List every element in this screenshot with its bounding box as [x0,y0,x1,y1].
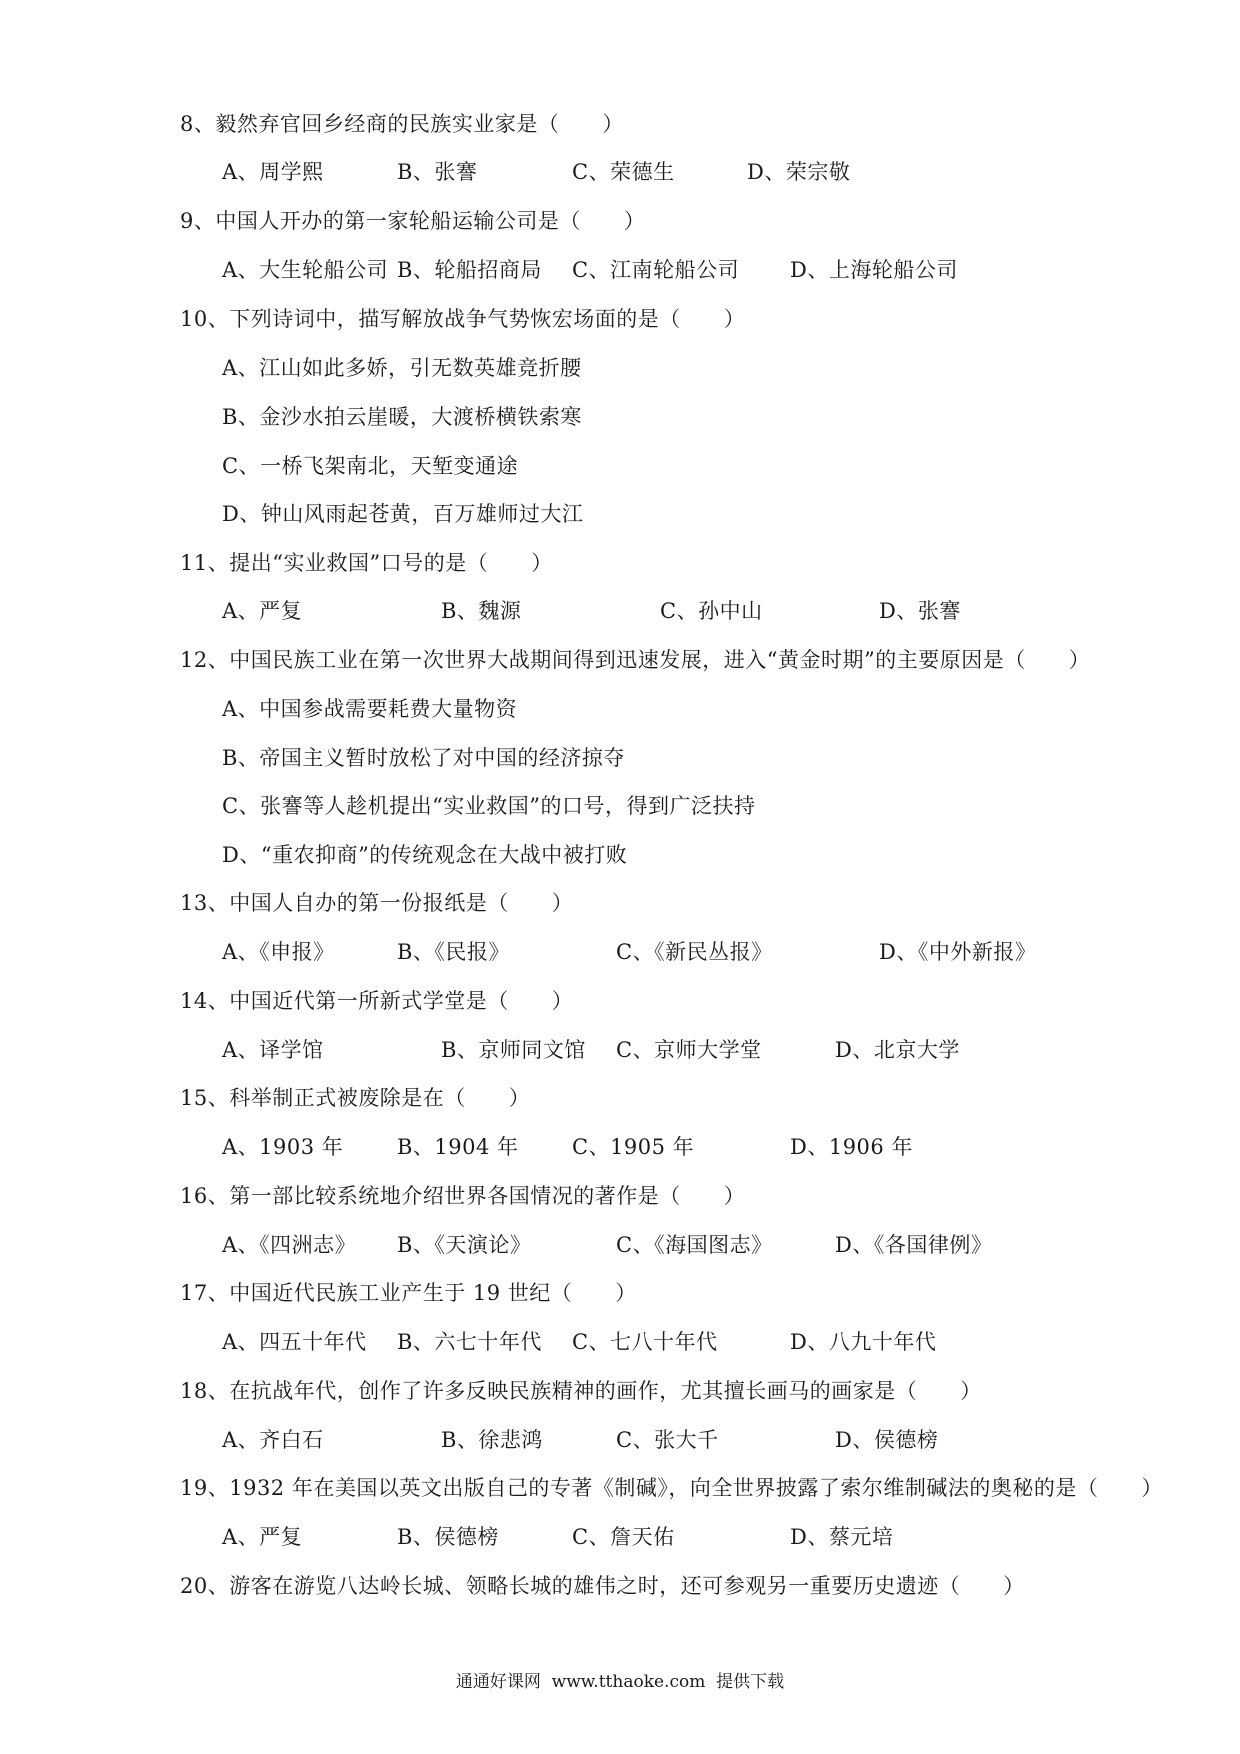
question-9-option-b: B、轮船招商局 [397,258,542,282]
question-12-option-d: D、“重农抑商”的传统观念在大战中被打败 [222,843,628,867]
question-19-option-a: A、严复 [222,1525,303,1549]
question-8-option-b: B、张謇 [397,160,478,184]
question-8-option-c: C、荣德生 [572,160,675,184]
question-13-option-c: C、《新民丛报》 [616,940,773,964]
question-17-option-a: A、四五十年代 [222,1330,367,1354]
question-11-option-d: D、张謇 [879,599,961,623]
question-18-stem: 18、在抗战年代，创作了许多反映民族精神的画作，尤其擅长画马的画家是（ ） [180,1379,982,1403]
question-12-option-c: C、张謇等人趁机提出“实业救国”的口号，得到广泛扶持 [222,794,756,818]
question-15-option-d: D、1906 年 [790,1135,913,1159]
question-20-stem: 20、游客在游览八达岭长城、领略长城的雄伟之时，还可参观另一重要历史遗迹（ ） [180,1574,1025,1598]
question-16-option-a: A、《四洲志》 [222,1233,357,1257]
question-19-option-d: D、蔡元培 [790,1525,894,1549]
question-18-option-c: C、张大千 [616,1428,719,1452]
question-11-option-c: C、孙中山 [660,599,763,623]
question-16-option-d: D、《各国律例》 [835,1233,993,1257]
question-8-option-d: D、荣宗敬 [747,160,851,184]
question-11-option-a: A、严复 [222,599,303,623]
question-12-stem: 12、中国民族工业在第一次世界大战期间得到迅速发展，进入“黄金时期”的主要原因是（ ） [180,648,1091,672]
question-15-stem: 15、科举制正式被废除是在（ ） [180,1086,531,1110]
question-19-option-b: B、侯德榜 [397,1525,499,1549]
question-13-option-d: D、《中外新报》 [879,940,1037,964]
question-8-option-a: A、周学熙 [222,160,324,184]
question-11-stem: 11、提出“实业救国”口号的是（ ） [180,551,553,575]
question-11-option-b: B、魏源 [441,599,522,623]
question-10-option-c: C、一桥飞架南北，天堑变通途 [222,454,519,478]
question-9-option-d: D、上海轮船公司 [790,258,958,282]
question-13-option-a: A、《申报》 [222,940,335,964]
question-14-option-b: B、京师同文馆 [441,1038,586,1062]
question-14-option-a: A、译学馆 [222,1038,324,1062]
question-10-option-a: A、江山如此多娇，引无数英雄竞折腰 [222,356,582,380]
question-14-stem: 14、中国近代第一所新式学堂是（ ） [180,989,574,1013]
question-18-option-d: D、侯德榜 [835,1428,939,1452]
question-17-option-d: D、八九十年代 [790,1330,937,1354]
question-18-option-b: B、徐悲鸿 [441,1428,543,1452]
question-19-stem: 19、1932 年在美国以英文出版自己的专著《制碱》，向全世界披露了索尔维制碱法的奥秘的是（ ） [180,1476,1163,1500]
question-12-option-a: A、中国参战需要耗费大量物资 [222,697,518,721]
question-15-option-c: C、1905 年 [572,1135,695,1159]
question-9-option-c: C、江南轮船公司 [572,258,740,282]
question-17-option-c: C、七八十年代 [572,1330,718,1354]
question-13-stem: 13、中国人自办的第一份报纸是（ ） [180,891,574,915]
question-10-option-b: B、金沙水拍云崖暖，大渡桥横铁索寒 [222,405,582,429]
question-17-option-b: B、六七十年代 [397,1330,542,1354]
question-15-option-a: A、1903 年 [222,1135,344,1159]
question-8-stem: 8、毅然弃官回乡经商的民族实业家是（ ） [180,112,624,136]
question-9-option-a: A、大生轮船公司 [222,258,389,282]
question-13-option-b: B、《民报》 [397,940,510,964]
question-19-option-c: C、詹天佑 [572,1525,675,1549]
question-18-option-a: A、齐白石 [222,1428,324,1452]
question-17-stem: 17、中国近代民族工业产生于 19 世纪（ ） [180,1281,637,1305]
question-10-stem: 10、下列诗词中，描写解放战争气势恢宏场面的是（ ） [180,307,746,331]
question-10-option-d: D、钟山风雨起苍黄，百万雄师过大江 [222,502,584,526]
question-12-option-b: B、帝国主义暂时放松了对中国的经济掠夺 [222,746,625,770]
page-footer: 通通好课网 www.tthaoke.com 提供下载 [455,1672,785,1692]
question-16-stem: 16、第一部比较系统地介绍世界各国情况的著作是（ ） [180,1184,746,1208]
question-16-option-c: C、《海国图志》 [616,1233,773,1257]
question-9-stem: 9、中国人开办的第一家轮船运输公司是（ ） [180,209,646,233]
question-14-option-c: C、京师大学堂 [616,1038,762,1062]
question-14-option-d: D、北京大学 [835,1038,960,1062]
question-16-option-b: B、《天演论》 [397,1233,532,1257]
question-15-option-b: B、1904 年 [397,1135,519,1159]
